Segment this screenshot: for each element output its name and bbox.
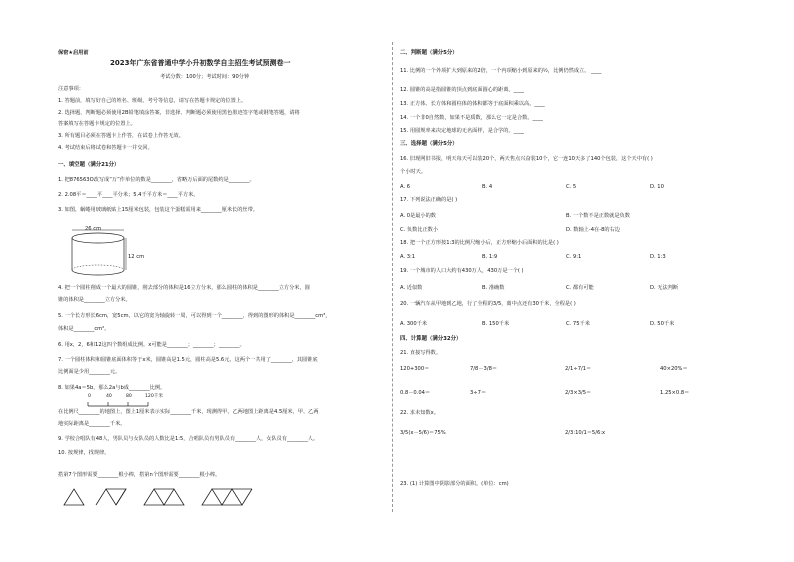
question-17: 17. 下列说法正确的是( ) — [400, 197, 458, 203]
option-c[interactable]: C. 负数比正数小 — [400, 227, 439, 233]
option-d[interactable]: D. 数轴上-4在-8的右边 — [566, 227, 620, 233]
cake-height-label: 12 cm — [128, 254, 145, 260]
calc-item: 7/8－3/8＝ — [470, 366, 498, 372]
question-16-cont: 个小时天。 — [400, 169, 426, 175]
option-b[interactable]: B. 一个数不是正数就是负数 — [566, 213, 630, 219]
cake-cylinder-figure — [68, 220, 138, 282]
question-11: 11. 比例的一个外项扩大到原来的2倍，一个内项缩小到原来的½，比例仍然成立。 ____ — [400, 68, 602, 74]
option-d[interactable]: D. 无法判断 — [650, 285, 679, 291]
equation-1: 3/5(x－5/6)＝75% — [400, 430, 446, 436]
option-a[interactable]: A. 近似数 — [400, 285, 423, 291]
option-c[interactable]: C. 75千米 — [566, 321, 590, 327]
question-8-cont: 在比例尺________的地图上，图上1厘米表示实际________千米，现测得甲、乙两地图上距离是4.5厘米，甲、乙两 — [58, 409, 319, 415]
calc-item: 1.25×0.8＝ — [660, 390, 690, 396]
question-18: 18. 把一个正方形按1:3的比例尺缩小后，正方形缩小后面积的比是( ) — [400, 240, 559, 246]
question-5-cont: 体积是________cm²。 — [58, 326, 110, 332]
page-title: 2023年广东省普通中学小升初数学自主招生考试预测卷一 — [110, 59, 291, 67]
notice-item: 3. 所有题目必须在答题卡上作答，在试卷上作答无效。 — [58, 133, 184, 139]
question-2: 2. 2.08平＝____平____平分米；5.4千平方米＝____平方米。 — [58, 192, 199, 198]
question-3: 3. 如图，蜗蜷用玻璃纸贴上15厘米包装，包装这个蛋糕需用来________厘米长的丝带。 — [58, 207, 258, 213]
question-23: 23. (1) 计算图中阴影部分的面积。(单位：cm) — [400, 481, 509, 487]
question-21: 21. 直接写得数。 — [400, 350, 442, 356]
notice-item: 答案填写在答题卡规定的位置上。 — [58, 121, 136, 127]
question-10: 10. 按规律，找规律。 — [58, 450, 110, 456]
question-13: 13. 正方体、长方体和圆柱体的体积都等于底面积乘以高。____ — [400, 101, 545, 107]
calc-item: 120+300＝ — [400, 366, 430, 372]
section-heading: 二、判断题（满分5分） — [400, 50, 458, 56]
question-20: 20. 一辆汽车从甲地到乙地，行了全程的3/5，离中点还有30千米，全程是( ) — [400, 301, 576, 307]
option-a[interactable]: A. 0是最小的数 — [400, 213, 436, 219]
equation-2: 2/3:10/1＝5/6:x — [565, 430, 606, 436]
secret-label: 保密★启用前 — [58, 50, 89, 56]
question-8: 8. 如果4a＝5b，那么2a与b成________比例。 — [58, 385, 166, 391]
option-c[interactable]: C. 9:1 — [566, 254, 582, 260]
scale-tick: 40 — [106, 394, 112, 399]
question-16: 16. 旧现网旧书报，明天每天可以装20个，两天售点兴奋装10个，它一连10天多了140个包装，这个天中有( ) — [400, 156, 653, 162]
question-8-cont2: 地实际距离是________千米。 — [58, 421, 126, 427]
question-14: 14. 一个非0自然数，如果不是质数，那么它一定是合数。____ — [400, 115, 543, 121]
scale-tick: 0 — [88, 394, 91, 399]
question-12: 12. 圆锥的高是指圆锥的顶点到底面圆心的距离。____ — [400, 87, 525, 93]
question-7: 7. 一个圆柱体积和圆锥底面体积等于x米，圆锥高是1.5元，圆柱高是5.6元，这两个一共用了________，其圆锥底 — [58, 357, 318, 363]
question-1: 1. 把876563O改写成“万”作单位的数是________，省略万后面的尾数约是________。 — [58, 177, 255, 183]
option-d[interactable]: D. 10 — [650, 184, 664, 190]
notice-item: 1. 答题前，填写好自己的姓名、班级、考号等信息，请写在答题卡规定的位置上。 — [58, 98, 247, 104]
question-5: 5. 一个长方形长6cm，宽5cm，以它的宽为轴旋转一周，可以得到一个________，得到的图形的体积是________cm³， — [58, 313, 331, 319]
exam-meta: 考试分数：100分；考试时间：90分钟 — [160, 74, 250, 80]
option-c[interactable]: C. 5 — [566, 184, 577, 190]
option-b[interactable]: B. 4 — [482, 184, 493, 190]
calc-item: 40×20%＝ — [660, 366, 688, 372]
cake-width-label: 26 cm — [85, 226, 102, 232]
notice-item: 4. 考试结束后将试卷和答题卡一并交回。 — [58, 145, 153, 151]
notice-item: 2. 选择题、判断题必须使用2B铅笔填涂答案，非选择、判断题必须使用黑色墨迹签字笔或钢笔答题，请将 — [58, 110, 300, 116]
question-4-cont: 锥的体积是________立方分米。 — [58, 297, 131, 303]
option-b[interactable]: B. 准确数 — [482, 285, 505, 291]
option-d[interactable]: D. 1:3 — [650, 254, 666, 260]
question-22: 22. 求未知数x。 — [400, 410, 439, 416]
question-4: 4. 把一个圆柱削成一个最大的圆锥，削去部分的体积是16立方分米，那么圆柱的体积是________立方分米，圆 — [58, 285, 310, 291]
calc-item: 0.8－0.04＝ — [400, 390, 431, 396]
notice-heading: 注意事项： — [58, 86, 84, 92]
question-10-cont: 搭第7个图形需要________根小棒，搭第n个图形需要________根小棒。 — [58, 472, 221, 478]
question-15: 15. 用圆规率来决定地球的无名面样，是合学的。____ — [400, 128, 525, 134]
calc-item: 3÷7＝ — [470, 390, 487, 396]
calc-item: 2/3×3/5＝ — [565, 390, 592, 396]
scale-tick: 80 — [126, 394, 132, 399]
question-9: 9. 学校合唱队有48人，男队员与女队员的人数比是1:5，合唱队员有男队员有________人，女队员有________人。 — [58, 436, 319, 442]
triangle-pattern-figure — [62, 485, 262, 507]
calc-item: 2/1÷7/1＝ — [565, 366, 592, 372]
column-divider — [392, 42, 393, 512]
question-19: 19. 一个城市的人口大约有430万人，430万是一个( ) — [400, 268, 524, 274]
section-heading: 四、计算题（满分32分） — [400, 336, 462, 342]
option-d[interactable]: D. 50千米 — [650, 321, 675, 327]
option-a[interactable]: A. 6 — [400, 184, 411, 190]
option-b[interactable]: B. 1:9 — [482, 254, 498, 260]
question-6: 6. 用x，2，6和12这四个数组成比例，x可能是________；________；________。 — [58, 342, 245, 348]
section-heading: 一、填空题（满分21分） — [58, 162, 120, 168]
option-a[interactable]: A. 3:1 — [400, 254, 416, 260]
section-heading: 三、选择题（满分5分） — [400, 141, 458, 147]
option-c[interactable]: C. 都有可能 — [566, 285, 594, 291]
scale-tick: 120千米 — [145, 394, 163, 399]
question-7-cont: 比例面是少用________元。 — [58, 369, 121, 375]
option-b[interactable]: B. 150千米 — [482, 321, 510, 327]
option-a[interactable]: A. 300千米 — [400, 321, 428, 327]
